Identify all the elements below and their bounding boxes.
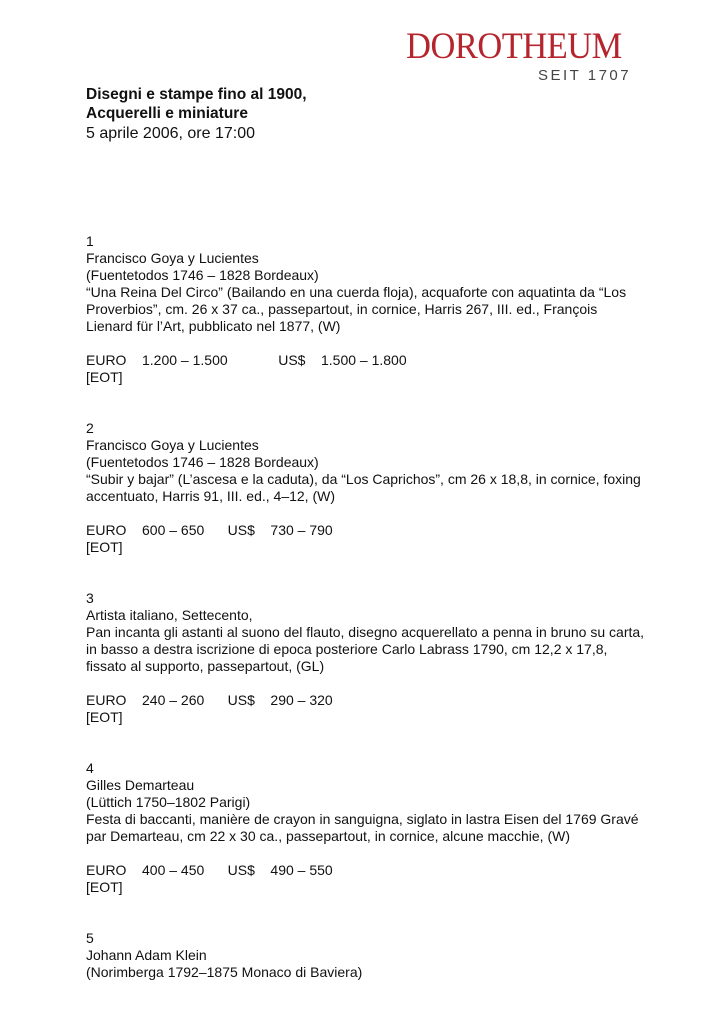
lot-eot: [EOT] xyxy=(86,539,123,555)
lot-description: Pan incanta gli astanti al suono del flauto, disegno acquerellato a penna in bruno su carta, in basso a destra iscrizione di epoca posteriore Carlo Labrass 1790, cm 12,2 x 17,8, fissato al supporto, passepartout, (GL) xyxy=(86,624,645,674)
lot-eot: [EOT] xyxy=(86,709,123,725)
lot-number: 3 xyxy=(86,590,94,606)
lot-artist-dates: (Lüttich 1750–1802 Parigi) xyxy=(86,794,251,810)
lot-artist: Gilles Demarteau xyxy=(86,777,195,793)
lot-number: 5 xyxy=(86,930,94,946)
lot-estimate-text: EURO 240 – 260 US$ 290 – 320 xyxy=(86,692,333,708)
lot-artist-dates: (Fuentetodos 1746 – 1828 Bordeaux) xyxy=(86,454,319,470)
lot-entry xyxy=(86,930,646,981)
lot-artist: Artista italiano, Settecento, xyxy=(86,607,253,623)
auction-title-line1: Disegni e stampe fino al 1900, xyxy=(86,86,307,103)
lot-estimate xyxy=(86,522,646,539)
lot-eot: [EOT] xyxy=(86,369,123,385)
lot-entry xyxy=(86,420,646,556)
lot-entry xyxy=(86,590,646,726)
lot-estimate xyxy=(86,862,646,879)
auction-date: 5 aprile 2006, ore 17:00 xyxy=(86,125,256,142)
lot-description: Festa di baccanti, manière de crayon in sanguigna, siglato in lastra Eisen del 1769 Gravé par Demarteau, cm 22 x 30 ca., passepartout, in cornice, alcune macchie, (W) xyxy=(86,811,639,844)
lot-description: “Una Reina Del Circo” (Bailando en una cuerda floja), acquaforte con aquatinta da “Los Proverbios”, cm. 26 x 37 ca., passepartout, in cornice, Harris 267, III. ed., François Lienard für l’Art, pubblicato nel 1877, (W) xyxy=(86,284,627,334)
lot-estimate xyxy=(86,692,646,709)
auction-title-line2: Acquerelli e miniature xyxy=(86,105,248,122)
lot-description: “Subir y bajar” (L’ascesa e la caduta), da “Los Caprichos”, cm 26 x 18,8, in cornice, foxing accentuato, Harris 91, III. ed., 4–12, (W) xyxy=(86,471,641,504)
lot-estimate-text: EURO 600 – 650 US$ 730 – 790 xyxy=(86,522,333,538)
dorotheum-logo xyxy=(388,28,640,84)
lot-eot: [EOT] xyxy=(86,879,123,895)
lot-artist-dates: (Fuentetodos 1746 – 1828 Bordeaux) xyxy=(86,267,319,283)
lot-entry xyxy=(86,233,646,386)
lot-entry xyxy=(86,760,646,896)
lot-number: 2 xyxy=(86,420,94,436)
lot-artist: Francisco Goya y Lucientes xyxy=(86,250,259,266)
document-body xyxy=(86,85,646,981)
lot-artist: Johann Adam Klein xyxy=(86,947,207,963)
lot-estimate-text: EURO 1.200 – 1.500 US$ 1.500 – 1.800 xyxy=(86,352,407,368)
lot-artist-dates: (Norimberga 1792–1875 Monaco di Baviera) xyxy=(86,964,363,980)
logo-since: SEIT 1707 xyxy=(538,67,632,84)
lot-number: 1 xyxy=(86,233,94,249)
lot-artist: Francisco Goya y Lucientes xyxy=(86,437,259,453)
lot-estimate-text: EURO 400 – 450 US$ 490 – 550 xyxy=(86,862,333,878)
lot-estimate xyxy=(86,352,646,369)
logo-name: DOROTHEUM xyxy=(406,26,622,67)
lot-number: 4 xyxy=(86,760,94,776)
